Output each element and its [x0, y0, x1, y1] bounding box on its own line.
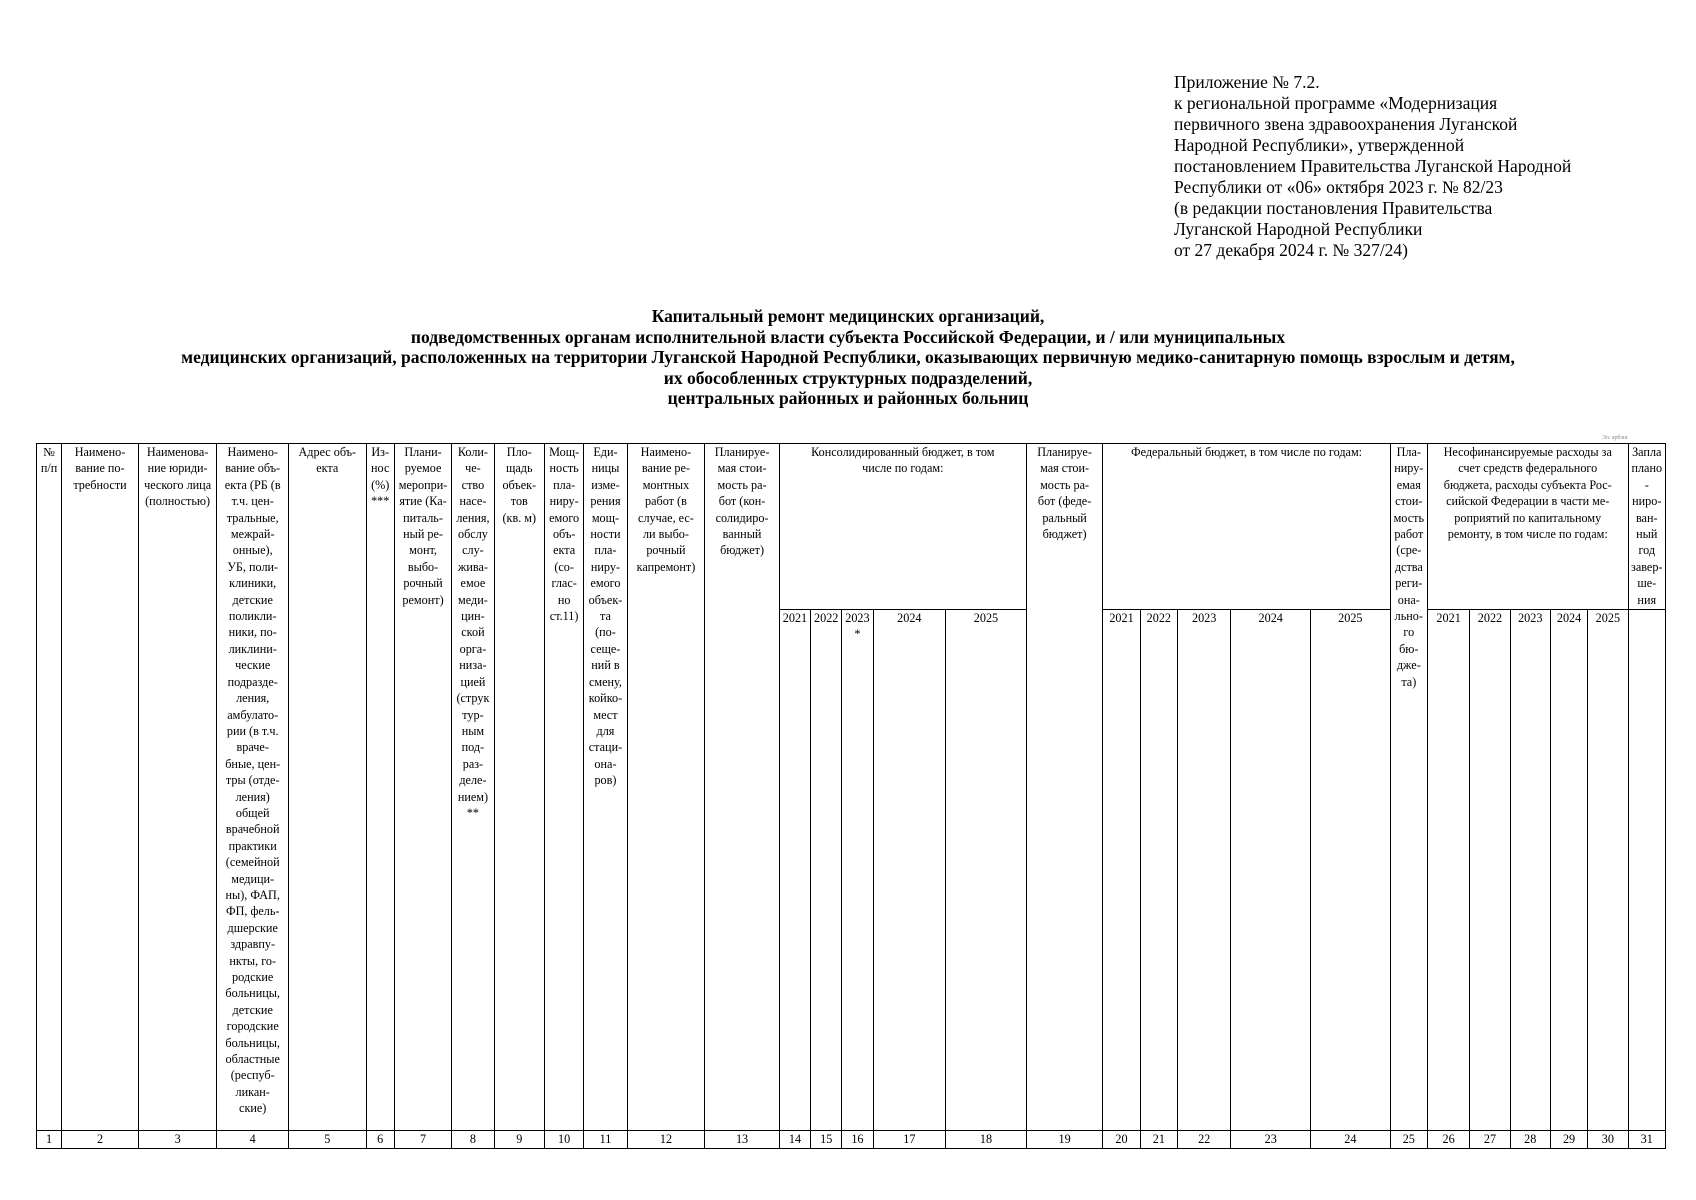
- approval-line: (в редакции постановления Правительства: [1174, 198, 1493, 218]
- column-number: 21: [1140, 1131, 1177, 1149]
- column-number: 2: [62, 1131, 139, 1149]
- page-stamp: Эл. арбзш: [1602, 435, 1628, 441]
- header-cell: Планируе- мая стои- мость ра- бот (феде- ральный бюджет): [1026, 444, 1103, 1131]
- approval-line: Республики от «06» октября 2023 г. № 82/23: [1174, 177, 1503, 197]
- column-number: 25: [1390, 1131, 1427, 1149]
- column-number: 8: [452, 1131, 494, 1149]
- column-number: 7: [394, 1131, 451, 1149]
- header-cell: Пло- щадь объек- тов (кв. м): [494, 444, 544, 1131]
- year-cell: 2023: [1177, 610, 1230, 1131]
- column-number: 16: [842, 1131, 873, 1149]
- column-number: 6: [366, 1131, 394, 1149]
- title-line: Капитальный ремонт медицинских организаций,: [651, 306, 1045, 326]
- header-cell: Еди- ницы изме- рения мощ- ности пла- ниру- емого объек- та (по- сеще- ний в смену, койко- мест для стаци- она- ров): [584, 444, 627, 1131]
- title-line: центральных районных и районных больниц: [667, 388, 1029, 408]
- year-cell: 2022: [1470, 610, 1510, 1131]
- year-cell: 2022: [811, 610, 842, 1131]
- column-number: 31: [1628, 1131, 1665, 1149]
- header-cell: Пла- ниру- емая стои- мость работ (сре- дства реги- она- льно- го бю- дже- та): [1390, 444, 1427, 1131]
- column-number: 26: [1427, 1131, 1469, 1149]
- year-cell: 2025: [946, 610, 1027, 1131]
- column-number: 30: [1588, 1131, 1628, 1149]
- header-row: [37, 444, 1666, 610]
- column-number: 11: [584, 1131, 627, 1149]
- header-group-federal: Федеральный бюджет, в том числе по годам:: [1103, 444, 1390, 610]
- column-number: 1: [37, 1131, 62, 1149]
- header-cell: Из- нос (%) ***: [366, 444, 394, 1131]
- column-number: 23: [1231, 1131, 1311, 1149]
- column-number: 13: [705, 1131, 780, 1149]
- capital-repair-table: [36, 443, 1666, 1149]
- column-number: 5: [288, 1131, 366, 1149]
- approval-line: от 27 декабря 2024 г. № 327/24): [1174, 240, 1409, 260]
- header-cell: Адрес объ- екта: [288, 444, 366, 1131]
- year-cell: 2023 *: [842, 610, 873, 1131]
- column-number: 4: [217, 1131, 289, 1149]
- year-cell: 2021: [1427, 610, 1469, 1131]
- header-cell: Наименова- ние юриди- ческого лица (полностью): [138, 444, 217, 1131]
- year-cell: 2021: [779, 610, 810, 1131]
- column-number: 18: [946, 1131, 1027, 1149]
- empty-cell: [1628, 610, 1665, 1131]
- header-cell: Мощ- ность пла- ниру- емого объ- екта (со- глас- но ст.11): [544, 444, 583, 1131]
- column-number: 22: [1177, 1131, 1230, 1149]
- approval-line: Приложение № 7.2.: [1174, 72, 1320, 92]
- approval-line: Луганской Народной Республики: [1174, 219, 1423, 239]
- year-cell: 2022: [1140, 610, 1177, 1131]
- column-number: 24: [1311, 1131, 1391, 1149]
- column-numbers-row: [37, 1131, 1666, 1149]
- column-number: 12: [627, 1131, 705, 1149]
- column-number: 19: [1026, 1131, 1103, 1149]
- year-cell: 2023: [1510, 610, 1550, 1131]
- column-number: 27: [1470, 1131, 1510, 1149]
- column-number: 17: [873, 1131, 946, 1149]
- title-line: их обособленных структурных подразделений,: [663, 367, 1033, 388]
- header-cell: Запла плано- ниро- ван- ный год завер- ше- ния: [1628, 444, 1665, 610]
- header-cell: № п/п: [37, 444, 62, 1131]
- column-number: 20: [1103, 1131, 1140, 1149]
- approval-line: к региональной программе «Модернизация: [1174, 93, 1498, 113]
- approval-line: постановлением Правительства Луганской Народной: [1174, 156, 1572, 176]
- column-number: 9: [494, 1131, 544, 1149]
- year-cell: 2025: [1588, 610, 1628, 1131]
- year-cell: 2021: [1103, 610, 1140, 1131]
- column-number: 15: [811, 1131, 842, 1149]
- column-number: 28: [1510, 1131, 1550, 1149]
- header-cell: Наимено- вание по- требности: [62, 444, 139, 1131]
- year-cell: 2024: [1231, 610, 1311, 1131]
- year-cell: 2025: [1311, 610, 1391, 1131]
- header-cell: Плани- руемое меропри- ятие (Ка- питаль- ный ре- монт, выбо- рочный ремонт): [394, 444, 451, 1131]
- column-number: 3: [138, 1131, 217, 1149]
- header-cell: Наимено- вание ре- монтных работ (в случае, ес- ли выбо- рочный капремонт): [627, 444, 705, 1131]
- column-number: 14: [779, 1131, 810, 1149]
- title-line: медицинских организаций, расположенных на территории Луганской Народной Республики, оказывающих первичную медико-санитарную помощь взрослым и детям,: [181, 347, 1515, 367]
- header-group-consolidated: Консолидированный бюджет, в том числе по годам:: [779, 444, 1026, 610]
- header-cell: Планируе- мая стои- мость ра- бот (кон- солидиро- ванный бюджет): [705, 444, 780, 1131]
- document-title: [30, 306, 1666, 409]
- column-number: 10: [544, 1131, 583, 1149]
- approval-line: Народной Республики», утвержденной: [1174, 135, 1465, 155]
- header-cell: Наимено- вание объ- екта (РБ (в т.ч. цен- тральные, межрай- онные), УБ, поли- клиники, детские поликли- ники, по- ликлини- ческие подразде- ления, амбулато- рии (в т.ч. враче- бные, цен- тры (отде- ления) общей врачебной практики (семейной медици- ны), ФАП, ФП, фель- дшерские здравпу- нкты, го- родские больницы, детские городские больницы, областные (респуб- ликан- ские): [217, 444, 289, 1131]
- column-number: 29: [1550, 1131, 1587, 1149]
- approval-block: [1174, 72, 1674, 261]
- header-cell: Коли- че- ство насе- ления, обслу слу- жива- емое меди- цин- ской орга- низа- цией (струк тур- ным под- раз- деле- нием) **: [452, 444, 494, 1131]
- year-cell: 2024: [873, 610, 946, 1131]
- year-cell: 2024: [1550, 610, 1587, 1131]
- header-group-cofinance: Несофинансируемые расходы за счет средств федерального бюджета, расходы субъекта Рос- сийской Федерации в части ме- роприятий по капитальному ремонту, в том числе по годам:: [1427, 444, 1628, 610]
- approval-line: первичного звена здравоохранения Луганской: [1174, 114, 1518, 134]
- title-line: подведомственных органам исполнительной власти субъекта Российской Федерации, и / или муниципальных: [410, 326, 1286, 347]
